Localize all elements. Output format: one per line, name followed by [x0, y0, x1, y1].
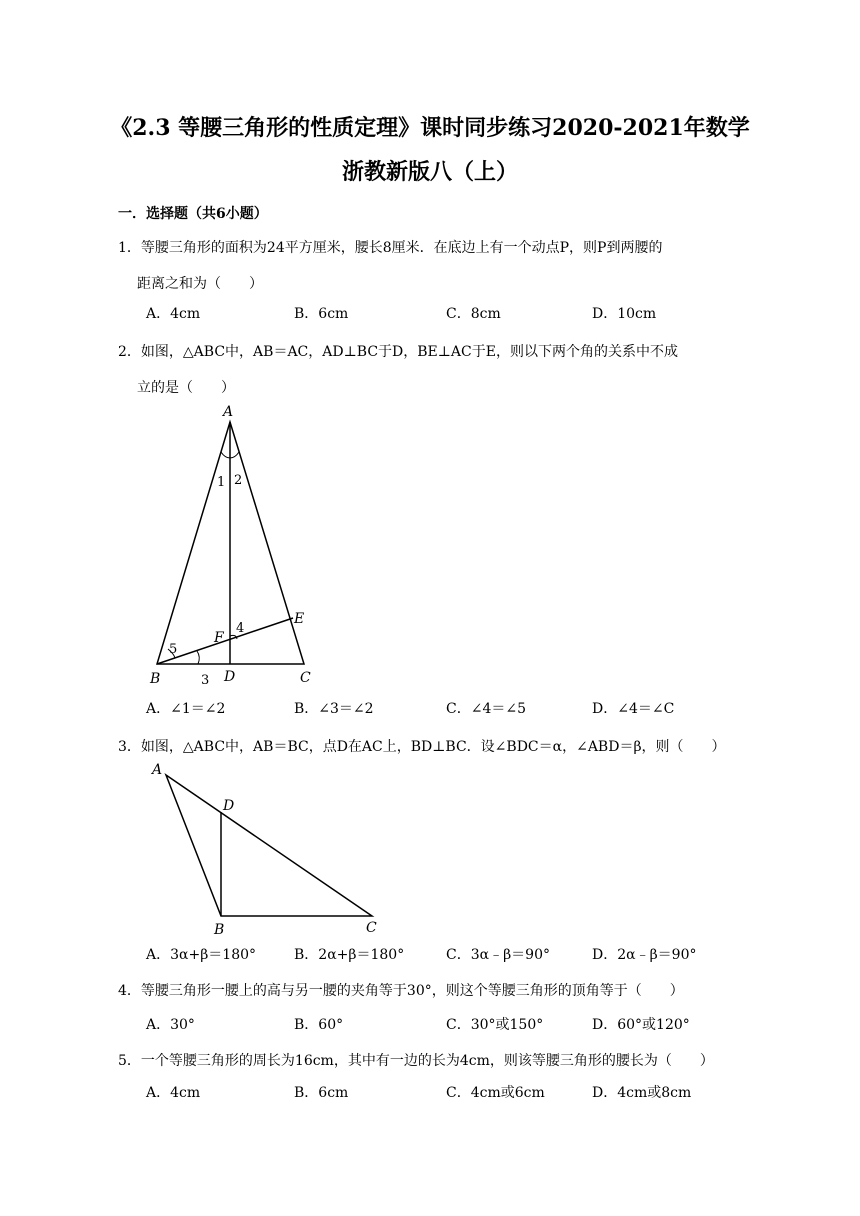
option-c: C．30°或150°: [446, 1017, 544, 1033]
option-a: A．4cm: [146, 1085, 201, 1101]
question-2-text-cont: 立的是（ ）: [137, 380, 235, 396]
triangle-figure-q2: [140, 398, 330, 690]
triangle-figure-q3: [140, 758, 390, 938]
option-c: C．3α﹣β＝90°: [446, 947, 550, 963]
label-c: C: [300, 670, 311, 686]
angle-1-arc: [221, 452, 230, 458]
triangle-abc: [166, 775, 372, 916]
option-a: A．∠1＝∠2: [146, 701, 226, 717]
question-3-options: [146, 944, 746, 968]
option-b: B．6cm: [294, 1085, 349, 1101]
label-e: E: [294, 611, 305, 627]
question-2-options: [146, 698, 746, 722]
angle-5-label: 5: [169, 642, 178, 657]
label-a: A: [223, 404, 234, 420]
label-d: D: [223, 798, 235, 814]
label-d: D: [224, 669, 236, 685]
option-c: C．8cm: [446, 306, 501, 322]
question-4: [118, 973, 736, 1009]
option-d: D．10cm: [592, 306, 657, 322]
label-b: B: [214, 922, 225, 938]
angle-3-arc: [197, 651, 199, 664]
question-4-text: 4．等腰三角形一腰上的高与另一腰的夹角等于30°，则这个等腰三角形的顶角等于（ ）: [118, 983, 684, 999]
question-1-text-cont: 距离之和为（ ）: [137, 276, 263, 292]
label-a: A: [152, 762, 163, 778]
option-b: B．∠3＝∠2: [294, 701, 374, 717]
option-b: B．2α+β＝180°: [294, 947, 405, 963]
question-1-text: 1．等腰三角形的面积为24平方厘米，腰长8厘米．在底边上有一个动点P，则P到两腰的: [118, 240, 663, 256]
section-heading: 一．选择题（共6小题）: [118, 206, 268, 222]
angle-4-label: 4: [236, 621, 245, 636]
question-4-options: [146, 1014, 746, 1038]
option-c: C．4cm或6cm: [446, 1085, 545, 1101]
label-b: B: [150, 671, 161, 687]
question-1-options: [146, 303, 746, 327]
option-c: C．∠4＝∠5: [446, 701, 526, 717]
question-1: [118, 230, 736, 302]
question-2: [118, 334, 736, 406]
label-c: C: [366, 920, 377, 936]
option-b: B．6cm: [294, 306, 349, 322]
question-5-text: 5．一个等腰三角形的周长为16cm，其中有一边的长为4cm，则该等腰三角形的腰长为（ ）: [118, 1053, 714, 1069]
label-f: F: [214, 630, 224, 646]
angle-3-label: 3: [201, 673, 210, 688]
option-a: A．4cm: [146, 306, 201, 322]
segment-be: [157, 618, 293, 664]
question-5: [118, 1043, 736, 1079]
angle-2-arc: [230, 452, 239, 458]
option-d: D．4cm或8cm: [592, 1085, 692, 1101]
question-3-text: 3．如图，△ABC中，AB＝BC，点D在AC上，BD⊥BC．设∠BDC＝α，∠ABD＝β，则（ ）: [118, 739, 726, 755]
question-5-options: [146, 1082, 746, 1106]
angle-1-label: 1: [217, 475, 226, 490]
question-2-text: 2．如图，△ABC中，AB＝AC，AD⊥BC于D，BE⊥AC于E，则以下两个角的关系中不成: [118, 344, 678, 360]
document-title-line1: 《2.3 等腰三角形的性质定理》课时同步练习2020-2021年数学: [110, 115, 750, 141]
option-a: A．3α+β＝180°: [146, 947, 257, 963]
option-a: A．30°: [146, 1017, 195, 1033]
option-d: D．∠4＝∠C: [592, 701, 675, 717]
option-d: D．60°或120°: [592, 1017, 690, 1033]
angle-2-label: 2: [234, 473, 243, 488]
option-b: B．60°: [294, 1017, 344, 1033]
option-d: D．2α﹣β＝90°: [592, 947, 697, 963]
document-title-line2: 浙教新版八（上）: [341, 159, 518, 185]
